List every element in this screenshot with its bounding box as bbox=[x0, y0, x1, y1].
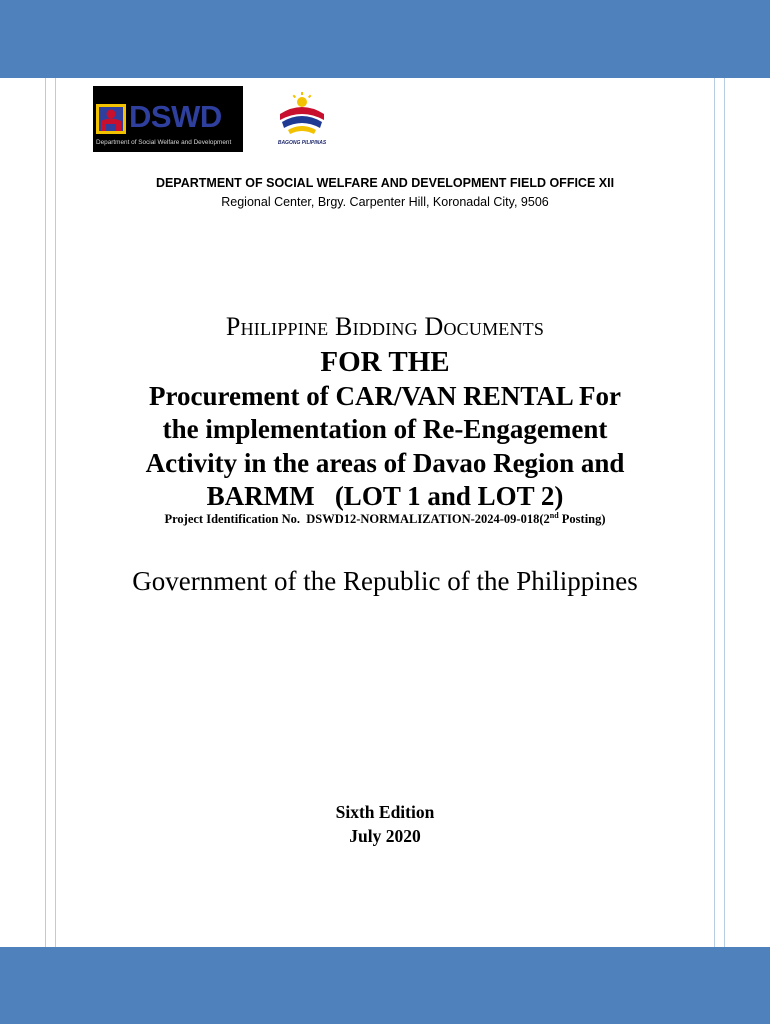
project-id-label: Project Identification No. bbox=[164, 512, 300, 526]
government-name: Government of the Republic of the Philippines bbox=[132, 566, 638, 596]
edition-name: Sixth Edition bbox=[335, 802, 435, 822]
title-line-3: the implementation of Re-Engagement bbox=[162, 414, 608, 444]
title-line-4: Activity in the areas of Davao Region and bbox=[145, 447, 625, 478]
edition-block bbox=[0, 800, 770, 848]
document-type-heading: Philippine Bidding Documents bbox=[225, 312, 545, 341]
project-id-suffix: Posting) bbox=[561, 512, 606, 526]
dswd-logo bbox=[93, 86, 243, 152]
project-identification bbox=[0, 512, 770, 527]
office-name: DEPARTMENT OF SOCIAL WELFARE AND DEVELOPMENT FIELD OFFICE XII bbox=[155, 176, 615, 190]
project-id-superscript: nd bbox=[549, 511, 559, 520]
top-border-band bbox=[0, 0, 770, 78]
bagong-pilipinas-emblem-icon bbox=[276, 92, 328, 138]
project-id-number: DSWD12-NORMALIZATION-2024-09-018(2 bbox=[306, 512, 550, 526]
edition-date: July 2020 bbox=[349, 826, 421, 846]
dswd-emblem-icon bbox=[96, 104, 126, 134]
dswd-logo-text: DSWD bbox=[129, 99, 222, 134]
bottom-border-band bbox=[0, 947, 770, 1024]
office-address: Regional Center, Brgy. Carpenter Hill, Koronadal City, 9506 bbox=[221, 195, 549, 209]
title-line-2: Procurement of CAR/VAN RENTAL For bbox=[149, 380, 621, 411]
title-line-5: BARMM (LOT 1 and LOT 2) bbox=[206, 481, 564, 511]
procurement-title bbox=[60, 346, 710, 514]
dswd-logo-subtitle: Department of Social Welfare and Development bbox=[96, 139, 232, 146]
bagong-pilipinas-label: BAGONG PILIPINAS bbox=[277, 140, 327, 146]
title-line-1: FOR THE bbox=[320, 346, 450, 378]
bagong-pilipinas-logo bbox=[268, 92, 336, 152]
